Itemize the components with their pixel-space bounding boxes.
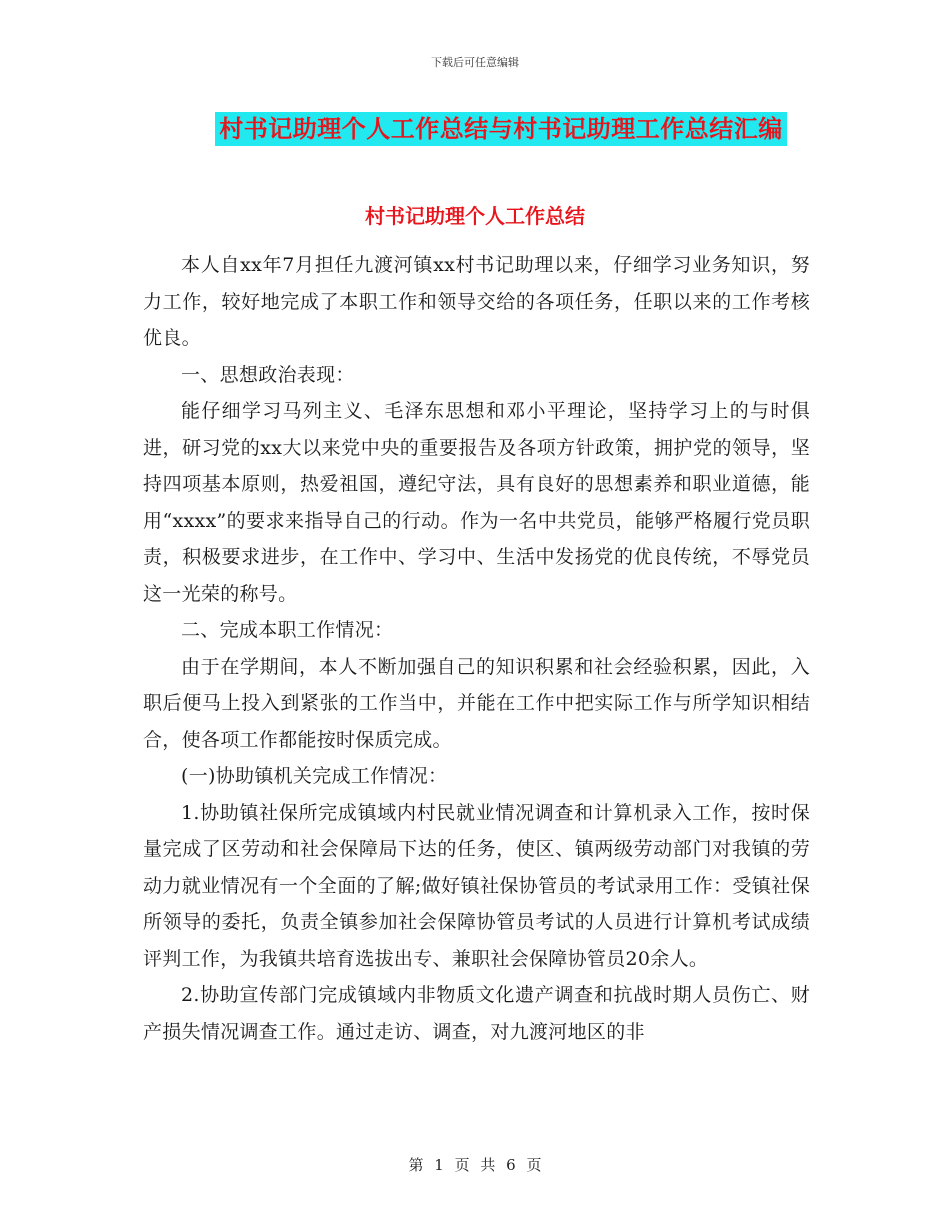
document-body	[143, 247, 810, 1050]
paragraph-item-1: 1.协助镇社保所完成镇域内村民就业情况调查和计算机录入工作，按时保量完成了区劳动和社会保障局下达的任务，使区、镇两级劳动部门对我镇的劳动力就业情况有一个全面的了解;做好镇社保协管员的考试录用工作：受镇社保所领导的委托，负责全镇参加社会保障协管员考试的人员进行计算机考试成绩评判工作，为我镇共培育选拔出专、兼职社会保障协管员20余人。	[143, 801, 810, 970]
page-number: 第 1 页 共 6 页	[408, 1156, 542, 1174]
section-title: 村书记助理个人工作总结	[365, 204, 585, 228]
heading-political: 一、思想政治表现：	[181, 363, 355, 386]
main-title-container	[0, 112, 950, 146]
paragraph-item-2: 2.协助宣传部门完成镇域内非物质文化遗产调查和抗战时期人员伤亡、财产损失情况调查工作。通过走访、调查，对九渡河地区的非	[143, 984, 810, 1043]
heading-assist-town: (一)协助镇机关完成工作情况：	[181, 765, 448, 787]
paragraph-intro: 本人自xx年7月担任九渡河镇xx村书记助理以来，仔细学习业务知识，努力工作，较好地完成了本职工作和领导交给的各项任务，任职以来的工作考核优良。	[143, 254, 810, 349]
paragraph-duties: 由于在学期间，本人不断加强自己的知识积累和社会经验积累，因此，入职后便马上投入到紧张的工作当中，并能在工作中把实际工作与所学知识相结合，使各项工作都能按时保质完成。	[143, 655, 810, 751]
main-title: 村书记助理个人工作总结与村书记助理工作总结汇编	[215, 112, 787, 146]
paragraph-political: 能仔细学习马列主义、毛泽东思想和邓小平理论，坚持学习上的与时俱进，研习党的xx大以来党中央的重要报告及各项方针政策，拥护党的领导，坚持四项基本原则，热爱祖国，遵纪守法，具有良好的思想素养和职业道德，能用“xxxx”的要求来指导自己的行动。作为一名中共党员，能够严格履行党员职责，积极要求进步，在工作中、学习中、生活中发扬党的优良传统，不辱党员这一光荣的称号。	[143, 400, 810, 605]
header-note: 下载后可任意编辑	[431, 56, 519, 69]
heading-duties: 二、完成本职工作情况：	[181, 619, 394, 641]
